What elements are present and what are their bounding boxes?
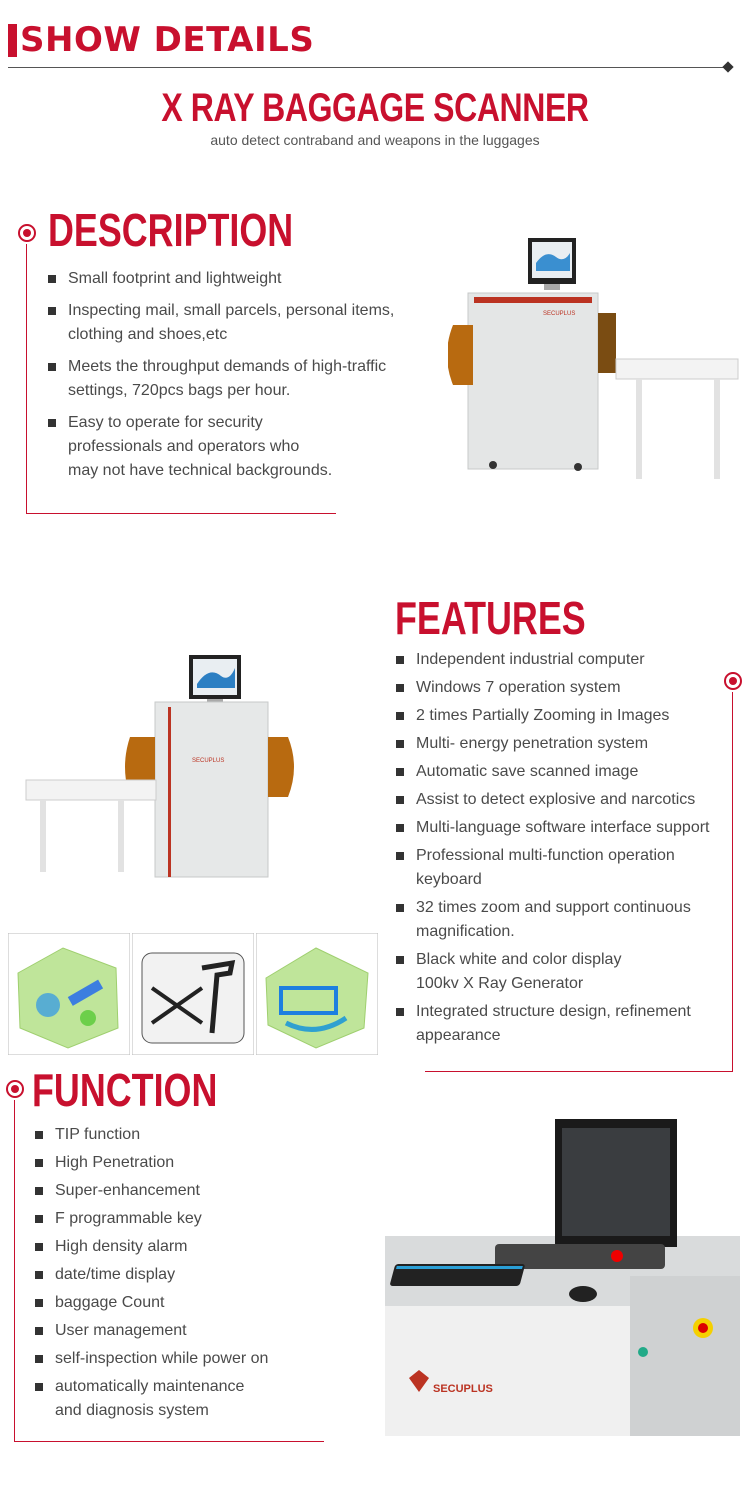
description-heading: DESCRIPTION [48,204,294,256]
header-accent-bar [8,24,17,57]
function-list [35,1123,355,1427]
description-item [48,267,438,291]
features-item-text: 32 times zoom and support continuous [416,899,691,916]
features-item-text: Black white and color display [416,951,622,968]
description-item-text: Easy to operate for security [68,414,263,431]
function-item-text: self-inspection while power on [55,1350,269,1367]
features-item [396,896,736,944]
description-item [48,299,438,347]
function-item-text: and diagnosis system [55,1402,209,1419]
features-item-text: 2 times Partially Zooming in Images [416,707,670,724]
features-item-text: appearance [416,1027,501,1044]
description-frame-left [26,244,27,514]
function-item-text: TIP function [55,1126,141,1143]
features-item [396,816,736,840]
description-item-text: settings, 720pcs bags per hour. [68,382,291,399]
console-logo-text: SECUPLUS [433,1383,493,1395]
features-item [396,732,736,756]
features-item [396,760,736,784]
function-item-text: F programmable key [55,1210,202,1227]
function-heading: FUNCTION [32,1064,218,1116]
features-heading: FEATURES [395,592,586,644]
features-item [396,948,736,996]
features-bullet-circle-icon [724,672,742,690]
description-item-text: professionals and operators who [68,438,300,455]
features-item-text: Assist to detect explosive and narcotics [416,791,696,808]
description-item [48,411,438,483]
function-item-text: High density alarm [55,1238,188,1255]
function-item [35,1207,355,1231]
function-item-text: Super-enhancement [55,1182,200,1199]
xray-sample-image-1 [8,933,130,1055]
features-item-text: Windows 7 operation system [416,679,621,696]
features-item [396,704,736,728]
xray-sample-image-3 [256,933,378,1055]
features-item-text: keyboard [416,871,482,888]
description-item-text: Inspecting mail, small parcels, personal items, [68,302,395,319]
description-item-text: Small footprint and lightweight [68,270,282,287]
description-item-text: clothing and shoes,etc [68,326,228,343]
features-item-text: magnification. [416,923,515,940]
features-list [396,648,736,1052]
features-item-text: 100kv X Ray Generator [416,975,584,992]
features-item [396,648,736,672]
function-item [35,1263,355,1287]
function-item-text: date/time display [55,1266,176,1283]
function-item-text: automatically maintenance [55,1378,245,1395]
product-subtitle: auto detect contraband and weapons in the luggages [210,132,540,148]
function-item [35,1319,355,1343]
features-item-text: Multi- energy penetration system [416,735,649,752]
features-frame-bottom [425,1071,733,1072]
operator-console-image [385,1116,740,1436]
description-item-text: may not have technical backgrounds. [68,462,333,479]
features-item-text: Independent industrial computer [416,651,645,668]
features-item-text: Professional multi-function operation [416,847,675,864]
description-list [48,267,438,491]
features-frame-right [732,692,733,1072]
function-frame-left [14,1100,15,1442]
description-bullet-circle-icon [18,224,36,242]
page-header-title: SHOW DETAILS [20,20,315,60]
product-title: X RAY BAGGAGE SCANNER [161,86,589,130]
header-divider [8,67,728,68]
function-frame-bottom [14,1441,324,1442]
description-frame-bottom [26,513,336,514]
features-item [396,1000,736,1048]
diamond-icon [722,61,733,72]
features-item-text: Integrated structure design, refinement [416,1003,691,1020]
function-item [35,1291,355,1315]
function-item [35,1347,355,1371]
features-item [396,676,736,700]
xray-sample-image-2 [132,933,254,1055]
description-item [48,355,438,403]
features-item [396,844,736,892]
scanner-logo-text: SECUPLUS [543,311,576,317]
xray-scanner-image-side [22,652,312,882]
function-item-text: High Penetration [55,1154,175,1171]
description-item-text: Meets the throughput demands of high-traffic [68,358,387,375]
features-item [396,788,736,812]
features-item-text: Automatic save scanned image [416,763,639,780]
function-item-text: baggage Count [55,1294,165,1311]
function-item-text: User management [55,1322,187,1339]
function-item [35,1375,355,1423]
function-item [35,1123,355,1147]
function-item [35,1179,355,1203]
function-item [35,1151,355,1175]
function-item [35,1235,355,1259]
features-item-text: Multi-language software interface support [416,819,710,836]
function-bullet-circle-icon [6,1080,24,1098]
xray-scanner-image-front [448,235,743,490]
scanner-side-logo-text: SECUPLUS [192,758,225,764]
